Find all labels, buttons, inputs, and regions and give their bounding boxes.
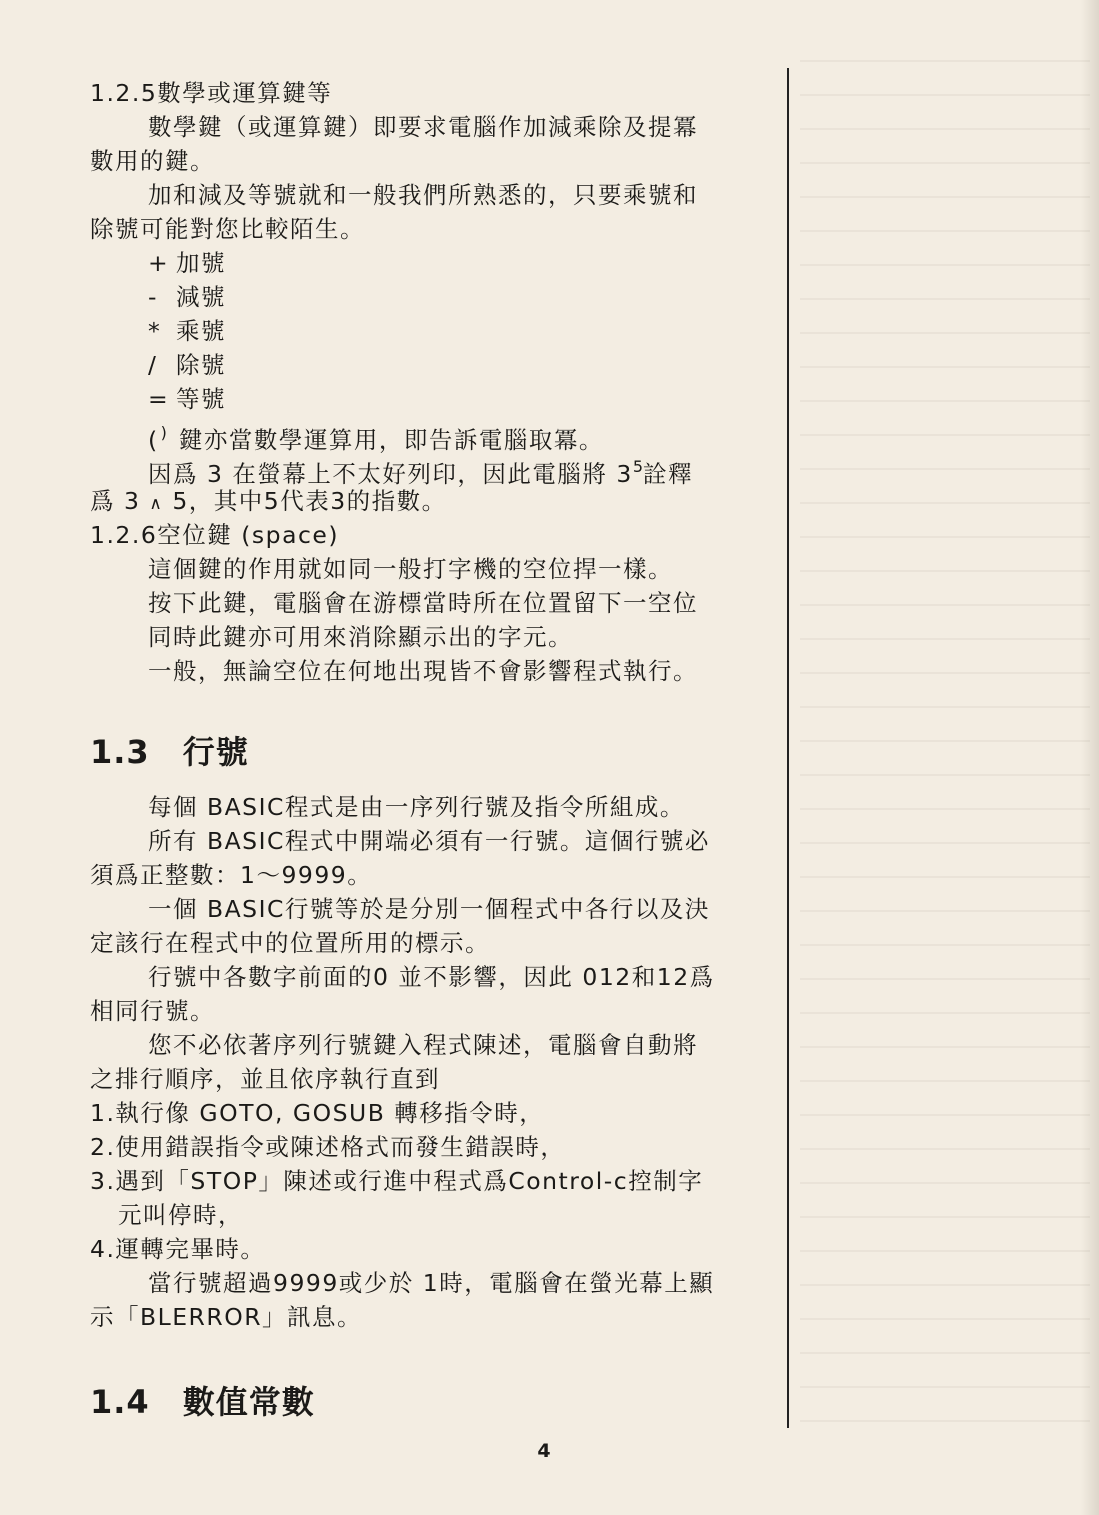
paragraph-line: 同時此鍵亦可用來消除顯示出的字元。 — [148, 623, 573, 651]
paragraph-line: 之排行順序，並且依序執行直到 — [90, 1065, 440, 1093]
section-heading-1-4: 1.4 數值常數 — [90, 1383, 315, 1421]
subsection-title-1-2-5: 1.2.5數學或運算鍵等 — [90, 79, 333, 107]
exponent-text: 因爲 3 在螢幕上不太好列印，因此電腦將 3 — [148, 460, 633, 488]
operator-symbol: = — [148, 385, 170, 413]
operator-symbol: - — [148, 283, 158, 311]
paragraph-line: 您不必依著序列行號鍵入程式陳述，電腦會自動將 — [148, 1031, 698, 1059]
caret-key-line — [90, 416, 770, 454]
paragraph-line: 除號可能對您比較陌生。 — [90, 215, 365, 243]
list-item: 3.遇到「STOP」陳述或行進中程式爲Control-c控制字 — [90, 1167, 704, 1195]
operator-item — [90, 348, 770, 382]
operator-item — [90, 280, 770, 314]
superscript: 5 — [632, 457, 643, 476]
paragraph-line: 數用的鍵。 — [90, 147, 215, 175]
exponent-text: 詮釋 — [643, 460, 693, 488]
subsection-title-1-2-6: 1.2.6空位鍵 (space) — [90, 521, 340, 549]
operator-label: 除號 — [176, 351, 226, 379]
paragraph-line: 須爲正整數：1～9999。 — [90, 861, 373, 889]
paragraph-line: 示「BLERROR」訊息。 — [90, 1303, 363, 1331]
operator-item — [90, 246, 770, 280]
paragraph-line: 每個 BASIC程式是由一序列行號及指令所組成。 — [148, 793, 685, 821]
show-through-text — [800, 60, 1090, 1440]
paragraph-line: 加和減及等號就和一般我們所熟悉的，只要乘號和 — [148, 181, 698, 209]
paragraph-line: 定該行在程式中的位置所用的標示。 — [90, 929, 490, 957]
paragraph-line: 按下此鍵，電腦會在游標當時所在位置留下一空位 — [148, 589, 698, 617]
exponent-text: 爲 3 — [90, 487, 150, 515]
caret-symbol: ∧ — [149, 494, 164, 514]
list-item: 2.使用錯誤指令或陳述格式而發生錯誤時， — [90, 1133, 566, 1161]
operator-item — [90, 382, 770, 416]
section-heading-1-3: 1.3 行號 — [90, 733, 249, 771]
exponent-line — [90, 450, 770, 488]
caret-paren-sup: ) — [160, 423, 167, 442]
paragraph-line: 這個鍵的作用就如同一般打字機的空位捍一樣。 — [148, 555, 673, 583]
exponent-line — [90, 484, 770, 518]
paragraph-line: 當行號超過9999或少於 1時，電腦會在螢光幕上顯 — [148, 1269, 715, 1297]
list-item: 4.運轉完畢時。 — [90, 1235, 266, 1263]
paragraph-line: 所有 BASIC程式中開端必須有一行號。這個行號必 — [148, 827, 710, 855]
operator-label: 等號 — [176, 385, 226, 413]
page-number: 4 — [537, 1440, 551, 1462]
paragraph-line: 相同行號。 — [90, 997, 215, 1025]
operator-symbol: * — [148, 317, 162, 345]
paragraph-line: 數學鍵（或運算鍵）即要求電腦作加減乘除及提冪 — [148, 113, 698, 141]
operator-symbol: + — [148, 249, 170, 277]
paragraph-line: 一般，無論空位在何地出現皆不會影響程式執行。 — [148, 657, 698, 685]
operator-label: 加號 — [176, 249, 226, 277]
column-rule — [787, 68, 789, 1428]
caret-text: 鍵亦當數學運算用，即告訴電腦取冪。 — [178, 426, 604, 454]
operator-item — [90, 314, 770, 348]
operator-label: 乘號 — [176, 317, 226, 345]
list-item: 1.執行像 GOTO, GOSUB 轉移指令時， — [90, 1099, 545, 1127]
page-edge-shadow — [1081, 0, 1099, 1515]
operator-symbol: / — [148, 351, 158, 379]
operator-label: 減號 — [176, 283, 226, 311]
paragraph-line: 一個 BASIC行號等於是分別一個程式中各行以及決 — [148, 895, 710, 923]
exponent-text: 5，其中5代表3的指數。 — [163, 487, 447, 515]
main-column — [90, 76, 770, 1432]
list-item: 元叫停時， — [118, 1201, 243, 1229]
caret-paren: ( — [148, 426, 159, 454]
paragraph-line: 行號中各數字前面的0 並不影響，因此 012和12爲 — [148, 963, 715, 991]
